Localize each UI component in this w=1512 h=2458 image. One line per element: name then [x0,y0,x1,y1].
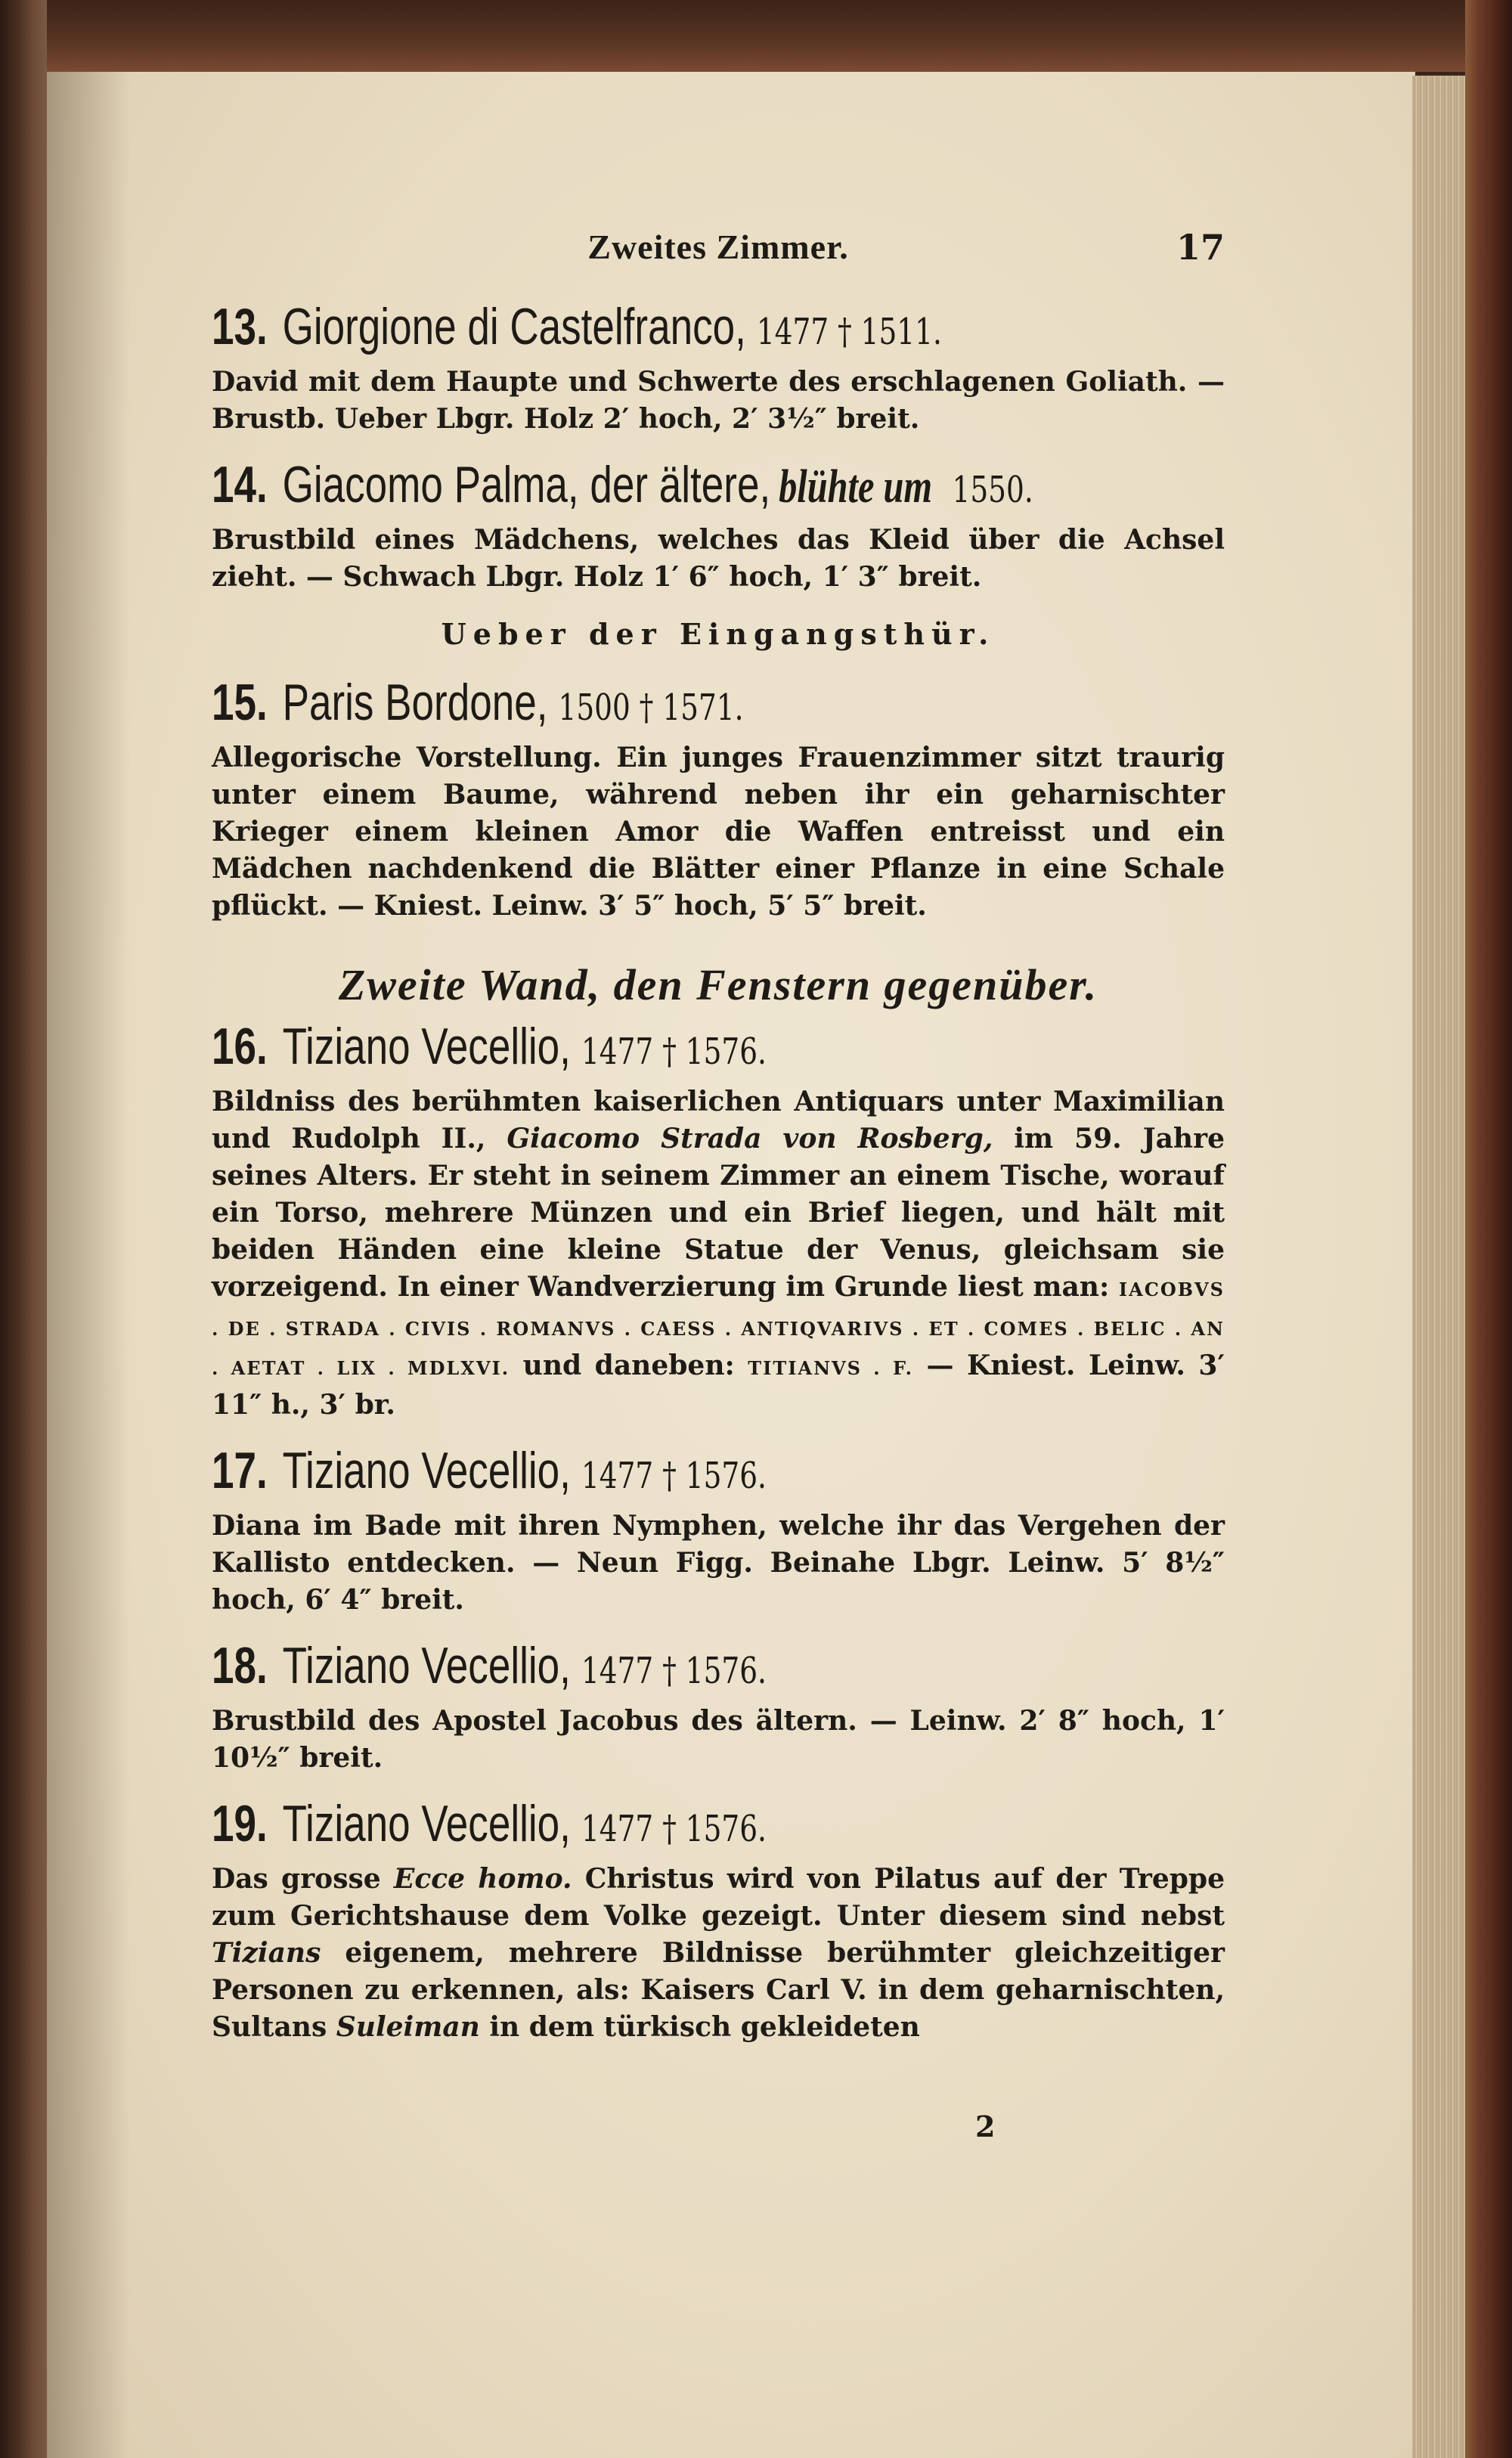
artist-dates: 1477 † 1511. [756,311,942,353]
running-head-title: Zweites Zimmer. [587,228,849,266]
entry-description: Diana im Bade mit ihren Nymphen, welche ihr das Vergehen der Kallisto entdecken. — Neun Figg. Beinahe Lbgr. Leinw. 5′ 8½″ hoch, 6′ 4″ breit. [212,1510,1225,1616]
entry-number: 14. [212,456,268,513]
artist-dates: 1477 † 1576. [581,1031,767,1073]
artist-dates: 1477 † 1576. [581,1455,767,1497]
section-heading: Zweite Wand, den Fenstern gegenüber. [338,960,1098,1009]
description-text: im 59. Jahre seines Alters. Er steht in seinem Zimmer an einem Tische, worauf ein Torso, mehrere Münzen und ein Brief liegen, und hält mit beiden Händen eine kleine Statue der Venus, gleichsam sie vorzeigend. In einer Wandverzierung im Grunde liest man: [212,1123,1225,1303]
description-text: eigenem, mehrere Bildnisse berühmter gleichzeitiger Personen zu erkennen, als: Kaisers Carl V. in dem geharnischten, Sultans [212,1937,1225,2043]
catalog-entry [212,1439,1225,1619]
printer-signature-mark: 2 [975,2109,996,2143]
work-title: Ecce homo. [393,1863,572,1895]
artist-dates: 1500 † 1571. [558,687,744,729]
book-spine [0,0,47,2458]
text-block [212,227,1225,2061]
entry-heading [212,1439,1223,1508]
entry-description: Allegorische Vorstellung. Ein junges Frauenzimmer sitzt traurig unter einem Baume, während neben ihr ein geharnischter Krieger einem kleinen Amor die Waffen entreisst und ein Mädchen nachdenkend die Blätter einer Pflanze in eine Schale pflückt. — Kniest. Leinw. 3′ 5″ hoch, 5′ 5″ breit. [212,742,1225,922]
running-head [212,227,1225,295]
description-text: Christus wird von Pilatus auf der Treppe zum Gerichtshause dem Volke gezeigt. Unter diesem sind nebst [212,1863,1225,1932]
book-cover-top [0,0,1512,72]
catalog-entry [212,1015,1225,1424]
entry-heading [212,453,1223,522]
entry-number: 18. [212,1637,268,1694]
entry-number: 17. [212,1442,268,1499]
description-text: und daneben: [522,1350,735,1381]
catalog-entry [212,295,1225,438]
artist-name: Giacomo Palma, der ältere, [282,456,771,513]
entry-heading [212,295,1223,364]
page-edges [1412,76,1467,2458]
artist-name: Tiziano Vecellio, [282,1795,571,1852]
catalog-entry [212,1792,1225,2046]
entry-heading [212,1634,1223,1703]
catalog-entry [212,453,1225,596]
location-heading: Ueber der Eingangsthür. [441,617,996,651]
sitter-name: Suleiman [336,2011,480,2043]
entry-description: Brustbild des Apostel Jacobus des ältern. — Leinw. 2′ 8″ hoch, 1′ 10½″ breit. [212,1705,1225,1774]
book-cover-right [1465,0,1512,2458]
entry-description [212,1861,1225,2046]
artist-reference: Tizians [212,1937,321,1969]
artist-name: Paris Bordone, [282,674,548,731]
entry-number: 15. [212,674,268,731]
entry-heading [212,1015,1223,1083]
artist-name: Tiziano Vecellio, [282,1018,571,1075]
painter-signature: TITIANVS . F. [748,1357,913,1379]
artist-dates: 1477 † 1576. [581,1808,767,1850]
description-text: Bildniss des berühmten kaiserlichen Antiquars unter Maximilian und Rudolph II., [212,1086,1225,1155]
catalog-entry [212,1634,1225,1777]
entry-number: 16. [212,1018,268,1075]
entry-description [212,1083,1225,1424]
artist-name: Tiziano Vecellio, [282,1442,571,1499]
artist-qualifier: blühte um [779,461,933,513]
artist-name: Tiziano Vecellio, [282,1637,571,1694]
description-text: — Kniest. Leinw. 3′ 11″ h., 3′ br. [212,1350,1225,1421]
artist-dates: 1477 † 1576. [581,1650,767,1692]
entry-number: 13. [212,298,268,355]
entry-description: David mit dem Haupte und Schwerte des erschlagenen Goliath. — Brustb. Ueber Lbgr. Holz 2′ hoch, 2′ 3½″ breit. [212,366,1225,435]
entry-heading [212,671,1223,739]
description-text: Das grosse [212,1863,381,1895]
entry-heading [212,1792,1223,1861]
gutter-shadow [47,72,130,2458]
description-text: in dem türkisch gekleideten [489,2011,920,2043]
entry-description: Brustbild eines Mädchens, welches das Kleid über die Achsel zieht. — Schwach Lbgr. Holz 1′ 6″ hoch, 1′ 3″ breit. [212,524,1225,593]
inscription-text: IACOBVS . DE . STRADA . CIVIS . ROMANVS . CAESS . ANTIQVARIVS . ET . COMES . BELIC . AN . AETAT . LIX . MDLXVI. [212,1279,1225,1379]
page-number: 17 [1176,227,1225,268]
sitter-name: Giacomo Strada von Rosberg, [507,1123,993,1155]
entry-number: 19. [212,1795,268,1852]
artist-name: Giorgione di Castelfranco, [282,298,746,355]
catalog-entry [212,671,1225,925]
artist-dates: 1550. [952,469,1033,511]
